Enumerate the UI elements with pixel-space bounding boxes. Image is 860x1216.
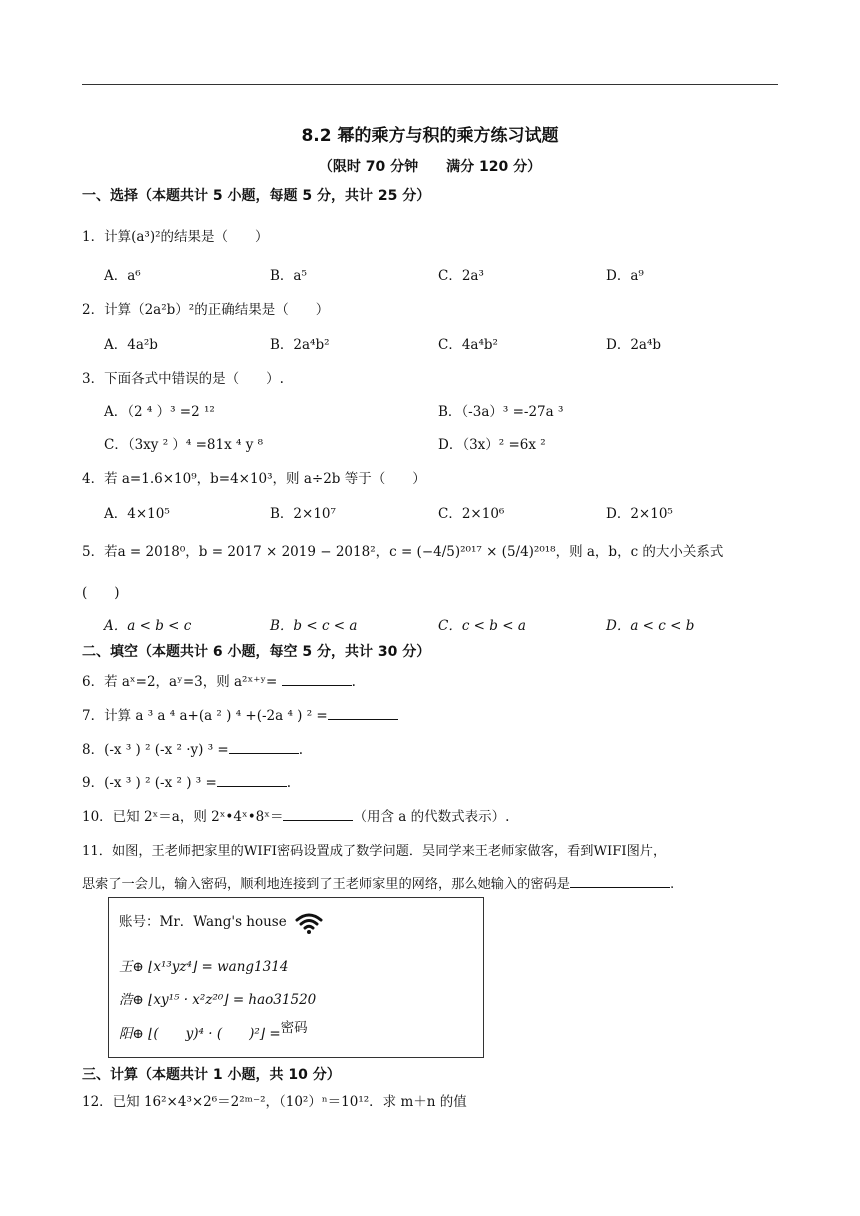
q1-option-a: A．a⁶ xyxy=(104,268,141,284)
q1-option-c: C．2a³ xyxy=(438,268,484,284)
question-12: 12．已知 16²×4³×2⁶＝2²ᵐ⁻²，（10²）ⁿ＝10¹²．求 m＋n 的值 xyxy=(82,1094,467,1110)
q5-option-d: D．a < c < b xyxy=(606,618,695,634)
q10-answer-blank[interactable] xyxy=(283,807,353,821)
question-2: 2．计算（2a²b）²的正确结果是（ ） xyxy=(82,302,330,318)
q7-answer-blank[interactable] xyxy=(328,706,398,720)
q1-option-b: B．a⁵ xyxy=(270,268,307,284)
q3-option-b: B．（-3a）³ =-27a ³ xyxy=(438,404,564,420)
q7-stem: 7．计算 a ³ a ⁴ a+(a ² ) ⁴ +(-2a ⁴ ) ² = xyxy=(82,708,328,724)
question-5-paren: ( ) xyxy=(82,585,120,601)
page-subtitle xyxy=(0,156,860,176)
wifi-row-hao: 浩⊕ ⌊xy¹⁵ · x²z²⁰⌋ = hao31520 xyxy=(119,992,317,1008)
q3-option-a: A．（2 ⁴ ）³ =2 ¹² xyxy=(104,404,215,420)
wifi-password-label: 密码 xyxy=(280,1020,308,1036)
wifi-account-row xyxy=(119,910,323,935)
question-11-line2 xyxy=(82,873,674,892)
full-score: 满分 120 分） xyxy=(446,159,542,175)
q11-answer-blank[interactable] xyxy=(570,874,670,888)
question-3: 3．下面各式中错误的是（ ）. xyxy=(82,371,284,387)
question-11-line1: 11．如图，王老师把家里的WIFI密码设置成了数学问题．吴同学来王老师家做客，看到WIFI图片， xyxy=(82,844,667,859)
q10-stem: 10．已知 2ˣ＝a，则 2ˣ•4ˣ•8ˣ＝ xyxy=(82,809,284,825)
question-9 xyxy=(82,771,291,791)
q4-option-c: C．2×10⁶ xyxy=(438,506,505,522)
wifi-icon xyxy=(295,911,323,935)
q8-answer-blank[interactable] xyxy=(229,740,299,754)
time-limit: （限时 70 分钟 xyxy=(318,159,419,175)
question-4: 4．若 a=1.6×10⁹，b=4×10³，则 a÷2b 等于（ ） xyxy=(82,471,426,487)
wifi-password-figure xyxy=(108,897,484,1058)
q1-option-d: D．a⁹ xyxy=(606,268,644,284)
q9-answer-blank[interactable] xyxy=(217,773,287,787)
header-rule xyxy=(82,84,778,85)
q9-stem: 9．(-x ³ ) ² (-x ² ) ³ = xyxy=(82,775,217,791)
q2-option-a: A．4a²b xyxy=(104,337,158,353)
q8-stem: 8．(-x ³ ) ² (-x ² ·y) ³ = xyxy=(82,742,229,758)
question-5: 5．若a = 2018⁰，b = 2017 × 2019 − 2018²，c = (−4/5)²⁰¹⁷ × (5/4)²⁰¹⁸，则 a，b，c 的大小关系式 xyxy=(82,544,724,560)
q9-end: . xyxy=(286,775,292,791)
wifi-row-wang: 王⊕ ⌊x¹³yz⁴⌋ = wang1314 xyxy=(119,959,289,975)
q6-stem: 6．若 aˣ=2，aʸ=3，则 a²ˣ⁺ʸ= xyxy=(82,674,282,690)
q11-end: . xyxy=(669,877,675,892)
wifi-account: 账号：Mr．Wang's house xyxy=(119,914,287,930)
q4-option-d: D．2×10⁵ xyxy=(606,506,673,522)
q2-option-d: D．2a⁴b xyxy=(606,337,662,353)
section-heading-3: 三、计算（本题共计 1 小题，共 10 分） xyxy=(82,1067,341,1083)
q3-option-d: D．（3x）² =6x ² xyxy=(438,437,546,453)
q10-end: （用含 a 的代数式表示）. xyxy=(353,809,510,825)
q8-end: . xyxy=(298,742,304,758)
q2-option-b: B．2a⁴b² xyxy=(270,337,330,353)
section-heading-1: 一、选择（本题共计 5 小题，每题 5 分，共计 25 分） xyxy=(82,188,431,204)
question-10 xyxy=(82,805,509,825)
question-1: 1．计算(a³)²的结果是（ ） xyxy=(82,229,269,245)
question-8 xyxy=(82,738,303,758)
q2-option-c: C．4a⁴b² xyxy=(438,337,498,353)
page-title: 8.2 幂的乘方与积的乘方练习试题 xyxy=(301,126,559,146)
section-heading-2: 二、填空（本题共计 6 小题，每空 5 分，共计 30 分） xyxy=(82,644,431,660)
question-6 xyxy=(82,670,356,690)
q5-option-c: C．c < b < a xyxy=(438,618,526,634)
wifi-row-yang-formula: 阳⊕ ⌊( y)⁴ · ( )²⌋ = xyxy=(119,1026,281,1042)
q4-option-b: B．2×10⁷ xyxy=(270,506,336,522)
q4-option-a: A．4×10⁵ xyxy=(104,506,170,522)
wifi-row-yang xyxy=(119,1022,308,1042)
q5-option-b: B．b < c < a xyxy=(270,618,358,634)
q6-answer-blank[interactable] xyxy=(282,672,352,686)
question-7 xyxy=(82,704,398,724)
q5-option-a: A．a < b < c xyxy=(104,618,192,634)
q6-end: . xyxy=(351,674,356,690)
q3-option-c: C．（3xy ² ）⁴ =81x ⁴ y ⁸ xyxy=(104,437,264,453)
q11-stem: 思索了一会儿，输入密码，顺利地连接到了王老师家里的网络，那么她输入的密码是 xyxy=(82,877,570,892)
